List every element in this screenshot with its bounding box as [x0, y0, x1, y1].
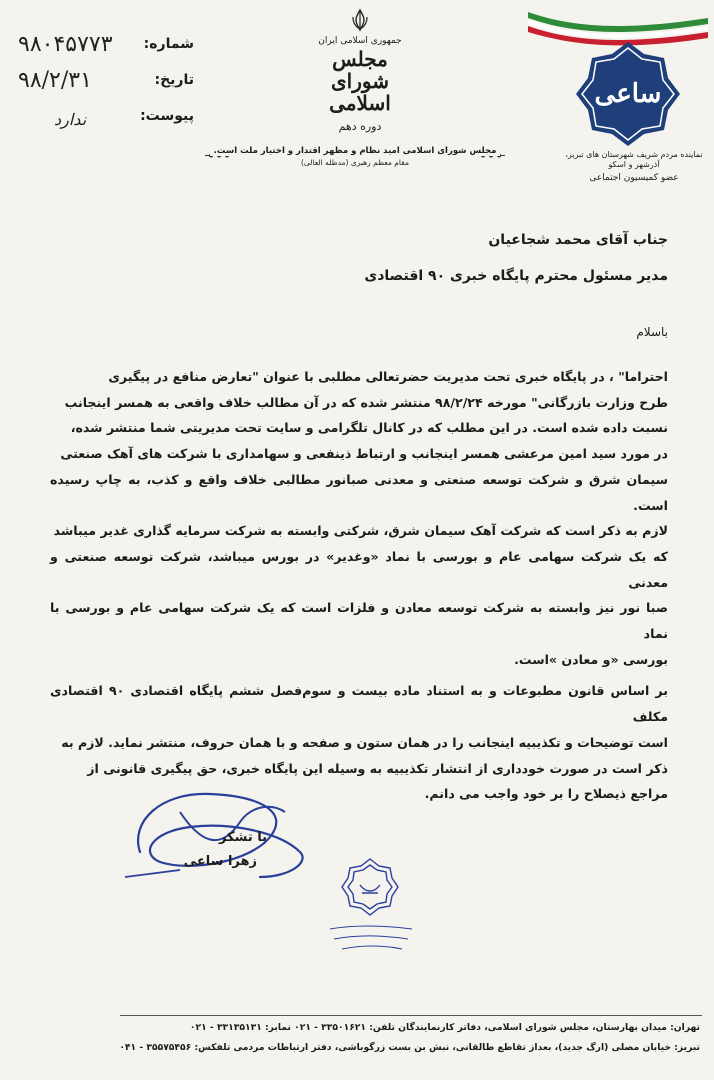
rep-line: نماینده مردم شریف شهرستان های تبریز، آذرشهر و اسکو: [565, 150, 703, 170]
representative-caption: [564, 150, 704, 184]
letter-meta: [14, 32, 194, 140]
body-line: احتراما" ، در پایگاه خبری تحت مدیریت حضرتعالی مطلبی با عنوان "تعارض منافع در پیگیری: [108, 369, 668, 384]
body-line: سیمان شرق و شرکت توسعه صنعتی و معدنی صبانور مطالبی خلاف واقع و کذب، به چاپ رسیده است.: [50, 471, 668, 513]
republic-line: جمهوری اسلامی ایران: [318, 36, 402, 46]
logo-medallion: [576, 42, 680, 146]
letter-body: [50, 364, 668, 807]
addressee-role: مدیر مسئول محترم پایگاه خبری ۹۰ اقتصادی: [364, 268, 668, 284]
addressee-name: جناب آقای محمد شجاعیان: [488, 232, 668, 248]
footer-tabriz: تبریز: خیابان مصلی (ارگ جدید)، بعداز تقاطع طالقانی، نبش بن بست زرگوباشی، دفتر ارتباطات مردمی تلفکس: ۳۵۵۷۵۴۵۶ - ۰۴۱: [119, 1042, 700, 1053]
letter-footer: [100, 1018, 700, 1058]
date-label: تاریخ:: [154, 72, 194, 88]
majlis-motto: [205, 146, 505, 167]
number-value: ۹۸۰۴۵۷۷۳: [18, 32, 113, 57]
body-line: صبا نور نیز وابسته به شرکت توسعه معادن و فلزات است که یک شرکت سهامی عام و بورسی با نماد: [50, 600, 668, 642]
attachment-label: پیوست:: [140, 108, 194, 124]
logo-text: ساعی: [594, 79, 662, 109]
office-stamp: [322, 855, 422, 965]
signer-name: زهرا ساعی: [183, 854, 257, 869]
majlis-header: [300, 8, 420, 133]
number-label: شماره:: [143, 36, 194, 52]
body-line: که یک شرکت سهامی عام و بورسی با نماد «وغدیر» در بورس میباشد، شرکت توسعه صنعتی و معدنی: [50, 548, 668, 590]
body-line: نسبت داده شده است. در این مطلب که در کانال تلگرامی و سایت تحت مدیریتی شما منتشر شده،: [70, 420, 668, 436]
salutation: باسلام: [636, 325, 668, 339]
body-line: طرح وزارت بازرگانی" مورخه ۹۸/۲/۲۴ منتشر شده که در آن مطالب خلاف واقعی به همسر اینجانب: [64, 394, 668, 410]
footer-tehran: تهران: میدان بهارستان، مجلس شورای اسلامی، دفاتر کارنمایندگان تلفن: ۳۳۵۰۱۶۲۱ - ۰۲۱ نمابر: ۳۳۱۳۵۱۳۱ - ۰۲۱: [189, 1022, 700, 1033]
body-line: است توضیحات و تکذیبیه اینجانب را در همان ستون و صفحه و با همان حروف، منتشر نماید. لازم به: [61, 734, 668, 750]
closing-block: [184, 826, 267, 874]
closing-thanks: با تشکر: [218, 830, 267, 845]
body-line: لازم به ذکر است که شرکت آهک سیمان شرق، شرکتی وابسته به شرکت سرمایه گذاری غدیر میباشد: [53, 523, 668, 539]
body-line: مراجع ذیصلاح را بر خود واجب می دانم.: [424, 786, 668, 802]
iran-emblem-icon: [348, 8, 372, 32]
attachment-row: [14, 104, 194, 140]
body-line: ذکر است در صورت خودداری از انتشار تکذیبیه به وسیله این پایگاه خبری، حق پیگیری قانونی از: [87, 760, 668, 776]
motto-author: مقام معظم رهبری (مدظله العالی): [301, 158, 409, 167]
motto-text: مجلس شورای اسلامی امید نظام و مظهر اقتدار و اختیار ملت است.: [210, 146, 501, 156]
committee-line: عضو کمیسیون اجتماعی: [589, 172, 679, 183]
number-row: [14, 32, 194, 68]
attachment-value: ندارد: [54, 110, 87, 129]
majlis-title: مجلس شورای اسلامی: [329, 47, 391, 115]
body-line: بر اساس قانون مطبوعات و به استناد ماده بیست و سوم‌فصل ششم پایگاه اقتصادی ۹۰ اقتصادی مکلف: [50, 683, 668, 725]
date-row: [14, 68, 194, 104]
term-label: دوره دهم: [338, 120, 382, 133]
paragraph-1: [50, 364, 668, 672]
body-line: در مورد سید امین مرعشی همسر اینجانب و ارتباط ذینفعی و سهامداری با شرکت های آهک صنعتی: [60, 446, 668, 462]
addressee-block: [268, 232, 668, 284]
body-line: بورسی «و معادن »است.: [514, 651, 668, 667]
footer-divider: [120, 1015, 702, 1016]
date-value: ۹۸/۲/۳۱: [18, 68, 92, 93]
